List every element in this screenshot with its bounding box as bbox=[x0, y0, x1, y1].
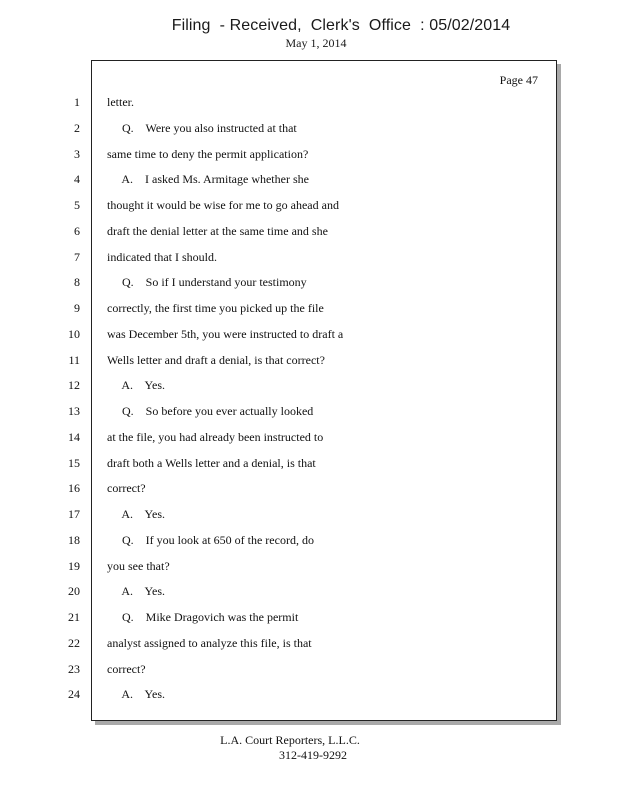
line-number: 9 bbox=[74, 301, 80, 315]
line-number: 11 bbox=[68, 353, 80, 367]
transcript-line: A. Yes. bbox=[107, 584, 166, 598]
transcript-line: Q. Were you also instructed at that bbox=[107, 121, 297, 135]
line-number: 14 bbox=[68, 430, 80, 444]
line-number: 8 bbox=[74, 275, 80, 289]
transcript-line: draft both a Wells letter and a denial, is that bbox=[107, 456, 316, 470]
transcript-line: correct? bbox=[107, 662, 146, 676]
transcript-line: A. Yes. bbox=[107, 687, 166, 701]
line-number: 17 bbox=[68, 507, 80, 521]
transcript-line: at the file, you had already been instructed to bbox=[107, 430, 324, 444]
line-number: 22 bbox=[68, 636, 80, 650]
transcript-line: Q. So if I understand your testimony bbox=[107, 275, 307, 289]
transcript-line: A. Yes. bbox=[107, 507, 166, 521]
line-number: 13 bbox=[68, 404, 80, 418]
transcript-line: Q. Mike Dragovich was the permit bbox=[107, 610, 299, 624]
line-number: 7 bbox=[74, 250, 80, 264]
transcript-line: thought it would be wise for me to go ahead and bbox=[107, 198, 339, 212]
line-number: 1 bbox=[74, 95, 80, 109]
transcript-line: you see that? bbox=[107, 559, 170, 573]
transcript-line: letter. bbox=[107, 95, 134, 109]
reporter-company: L.A. Court Reporters, L.L.C. bbox=[220, 733, 360, 747]
transcript-line: indicated that I should. bbox=[107, 250, 217, 264]
transcript-line: was December 5th, you were instructed to draft a bbox=[107, 327, 344, 341]
line-number: 23 bbox=[68, 662, 80, 676]
line-number: 6 bbox=[74, 224, 80, 238]
reporter-phone: 312-419-9292 bbox=[279, 748, 347, 762]
line-number: 18 bbox=[68, 533, 80, 547]
transcript-line: analyst assigned to analyze this file, is that bbox=[107, 636, 312, 650]
transcript-line: Q. So before you ever actually looked bbox=[107, 404, 314, 418]
line-number: 21 bbox=[68, 610, 80, 624]
line-number: 24 bbox=[68, 687, 80, 701]
page-number: Page 47 bbox=[499, 73, 538, 87]
line-number: 4 bbox=[74, 172, 80, 186]
transcript-line: correct? bbox=[107, 481, 146, 495]
transcript-line: A. I asked Ms. Armitage whether she bbox=[107, 172, 309, 186]
line-number: 2 bbox=[74, 121, 80, 135]
line-number: 12 bbox=[68, 378, 80, 392]
line-number: 3 bbox=[74, 147, 80, 161]
line-number: 15 bbox=[68, 456, 80, 470]
line-number: 5 bbox=[74, 198, 80, 212]
line-number: 10 bbox=[68, 327, 80, 341]
line-number: 19 bbox=[68, 559, 80, 573]
transcript-date: May 1, 2014 bbox=[285, 36, 347, 50]
transcript-line: A. Yes. bbox=[107, 378, 166, 392]
transcript-line: Wells letter and draft a denial, is that correct? bbox=[107, 353, 325, 367]
transcript-line: Q. If you look at 650 of the record, do bbox=[107, 533, 314, 547]
transcript-line: same time to deny the permit application? bbox=[107, 147, 309, 161]
line-number: 16 bbox=[68, 481, 80, 495]
filing-stamp: Filing - Received, Clerk's Office : 05/02/2014 bbox=[171, 17, 511, 34]
transcript-line: draft the denial letter at the same time and she bbox=[107, 224, 328, 238]
transcript-line: correctly, the first time you picked up the file bbox=[107, 301, 324, 315]
line-number: 20 bbox=[68, 584, 80, 598]
